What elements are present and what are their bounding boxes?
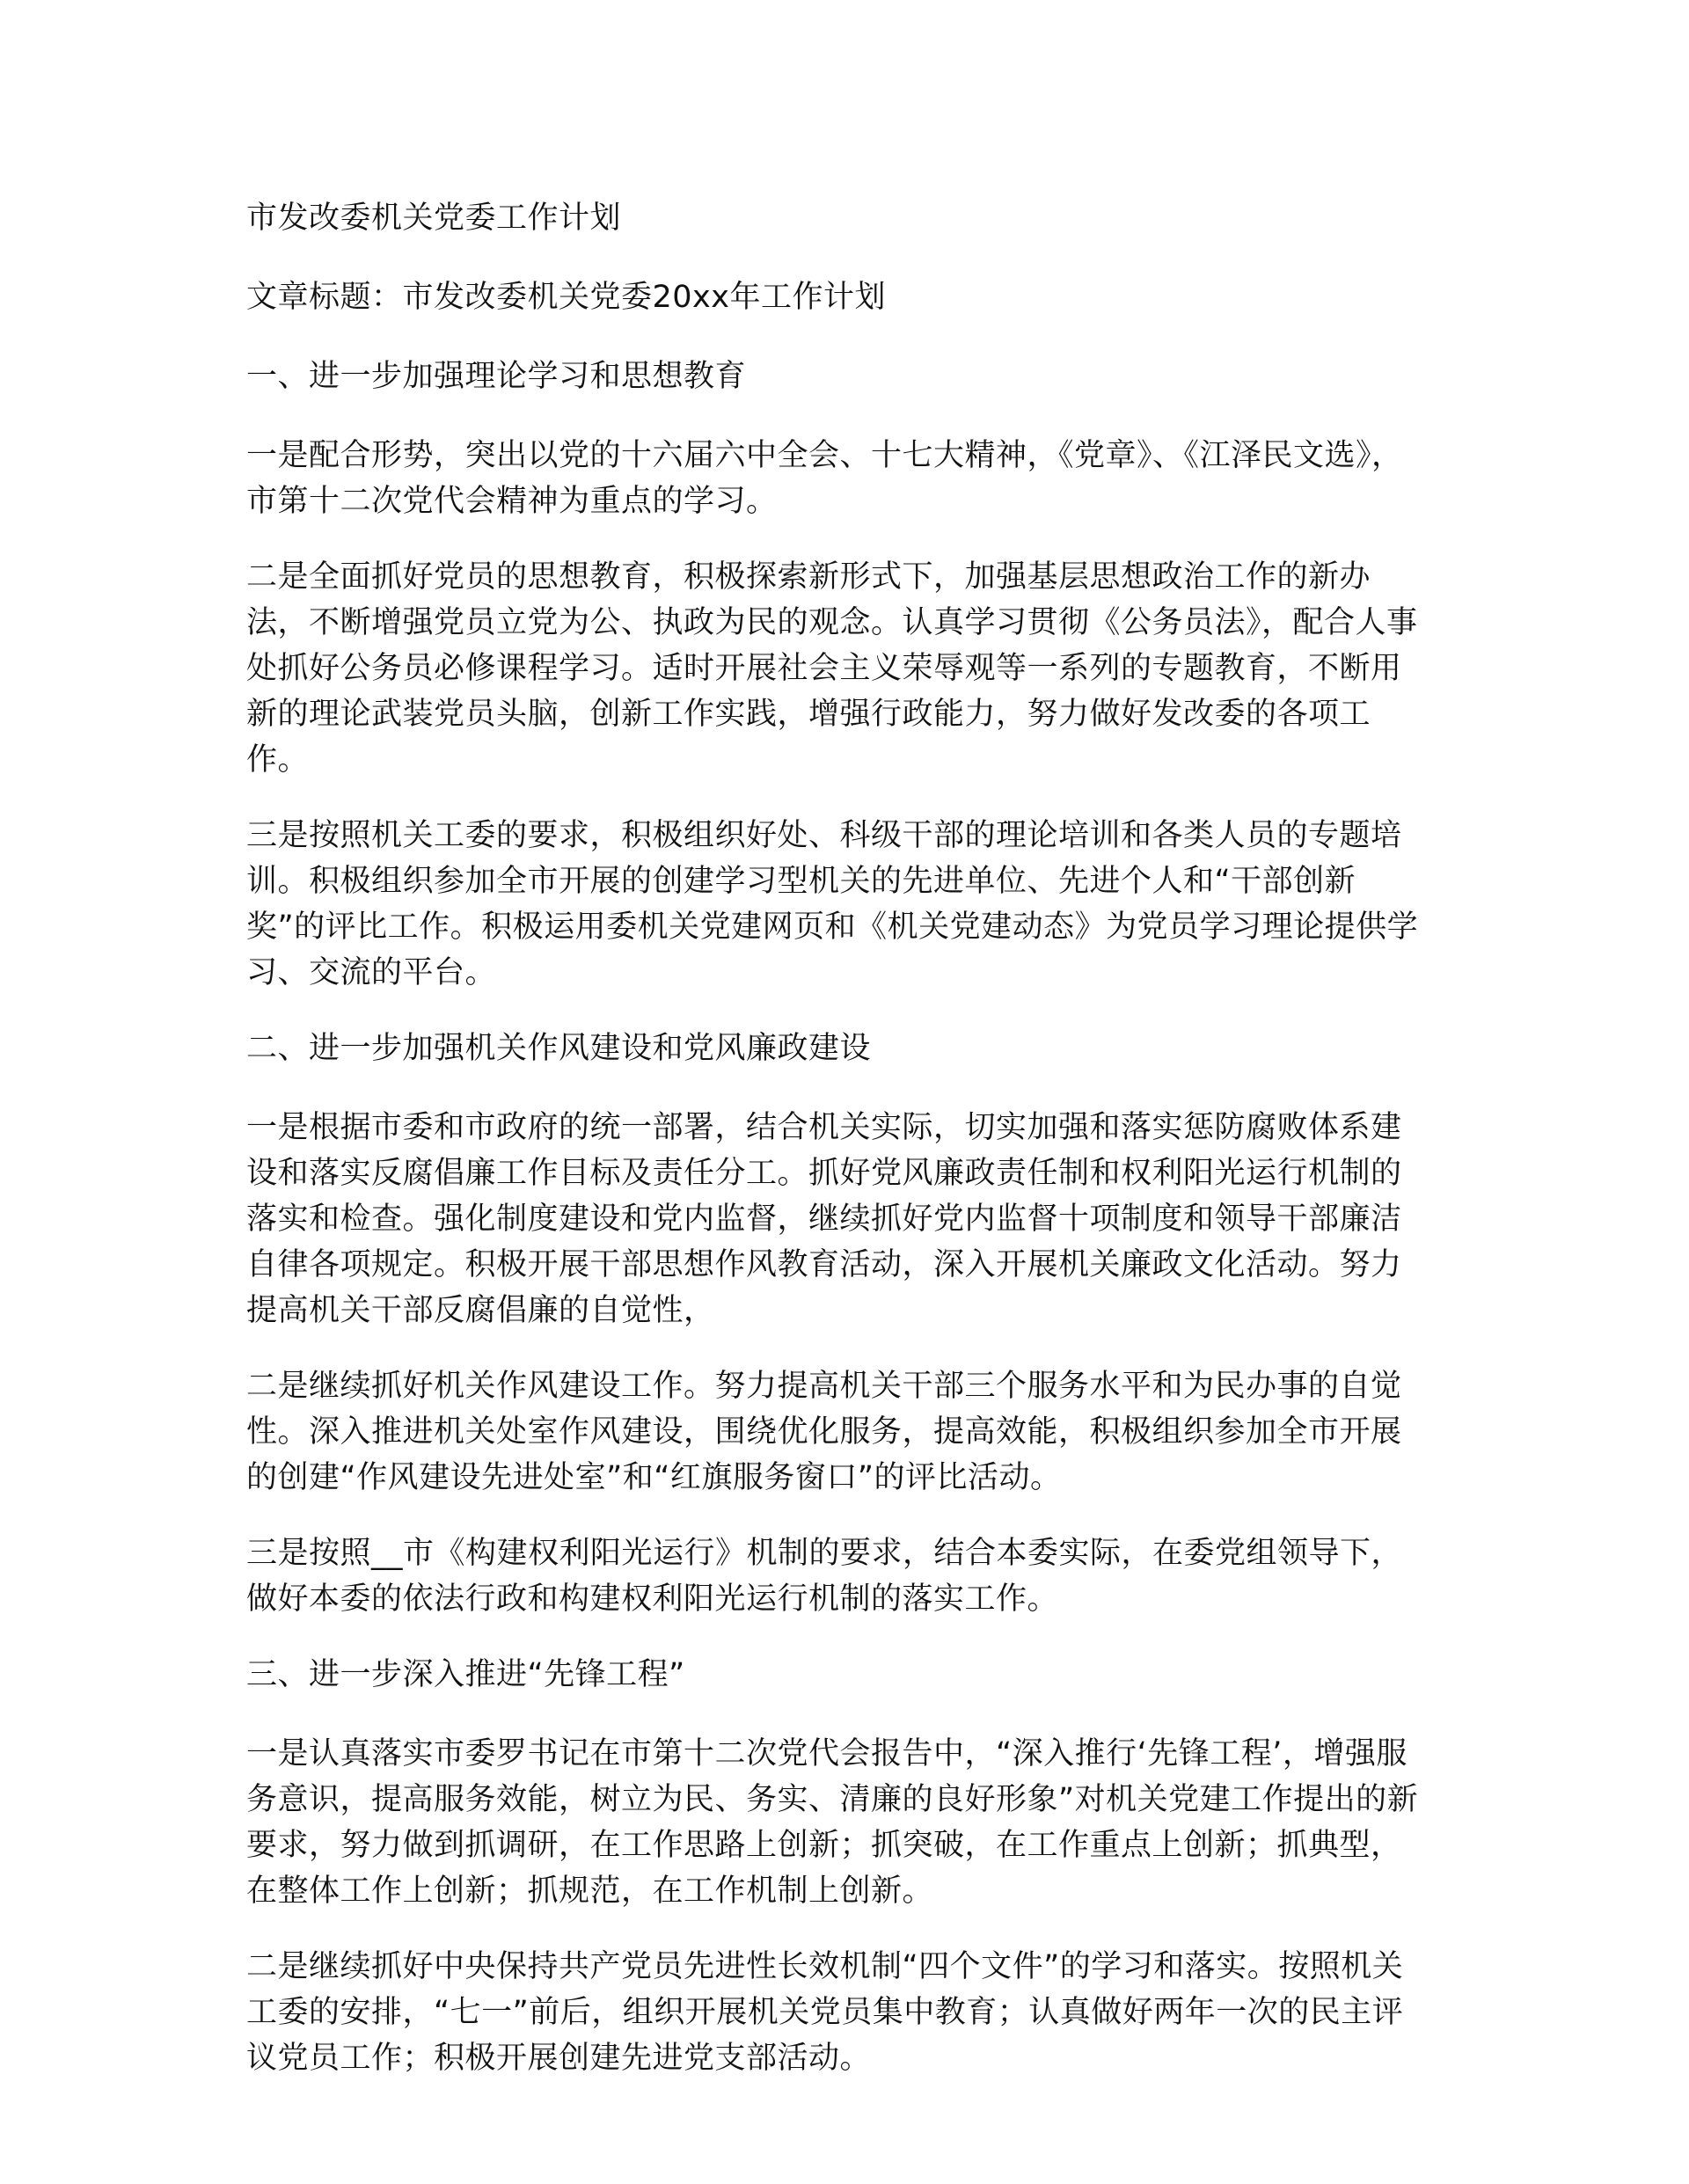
paragraph: 一是根据市委和市政府的统一部署，结合机关实际，切实加强和落实惩防腐败体系建设和落实反腐倡廉工作目标及责任分工。抓好党风廉政责任制和权利阳光运行机制的落实和检查。强化制度建设和党内监督，继续抓好党内监督十项制度和领导干部廉洁自律各项规定。积极开展干部思想作风教育活动，深入开展机关廉政文化活动。努力提高机关干部反腐倡廉的自觉性， xyxy=(246,1110,1402,1328)
document-title: 市发改委机关党委工作计划 xyxy=(246,201,622,236)
paragraph: 二是继续抓好机关作风建设工作。努力提高机关干部三个服务水平和为民办事的自觉性。深入推进机关处室作风建设，围绕优化服务，提高效能，积极组织参加全市开展的创建“作风建设先进处室”和“红旗服务窗口”的评比活动。 xyxy=(246,1369,1402,1495)
paragraph: 一是配合形势，突出以党的十六届六中全会、十七大精神，《党章》、《江泽民文选》，市第十二次党代会精神为重点的学习。 xyxy=(246,438,1403,519)
paragraph: 三是按照__市《构建权利阳光运行》机制的要求，结合本委实际，在委党组领导下，做好本委的依法行政和构建权利阳光运行机制的落实工作。 xyxy=(246,1536,1403,1617)
paragraph: 一是认真落实市委罗书记在市第十二次党代会报告中，“深入推行‘先锋工程’，增强服务意识，提高服务效能，树立为民、务实、清廉的良好形象”对机关党建工作提出的新要求，努力做到抓调研，在工作思路上创新；抓突破，在工作重点上创新；抓典型，在整体工作上创新；抓规范，在工作机制上创新。 xyxy=(246,1736,1419,1909)
section-heading: 二、进一步加强机关作风建设和党风廉政建设 xyxy=(246,1031,872,1066)
paragraph: 二是继续抓好中央保持共产党员先进性长效机制“四个文件”的学习和落实。按照机关工委的安排，“七一”前后，组织开展机关党员集中教育；认真做好两年一次的民主评议党员工作；积极开展创建先进党支部活动。 xyxy=(246,1949,1404,2076)
section-2 xyxy=(246,1026,1425,1622)
section-heading: 三、进一步深入推进“先锋工程” xyxy=(246,1657,685,1692)
section-1 xyxy=(246,354,1425,996)
paragraph: 三是按照机关工委的要求，积极组织好处、科级干部的理论培训和各类人员的专题培训。积极组织参加全市开展的创建学习型机关的先进单位、先进个人和“干部创新奖”的评比工作。积极运用委机关党建网页和《机关党建动态》为党员学习理论提供学习、交流的平台。 xyxy=(246,818,1419,990)
document-page xyxy=(246,195,1425,2111)
document-subtitle: 文章标题：市发改委机关党委20xx年工作计划 xyxy=(246,280,886,315)
paragraph: 二是全面抓好党员的思想教育，积极探索新形式下，加强基层思想政治工作的新办法，不断增强党员立党为公、执政为民的观念。认真学习贯彻《公务员法》，配合人事处抓好公务员必修课程学习。适时开展社会主义荣辱观等一系列的专题教育，不断用新的理论武装党员头脑，创新工作实践，增强行政能力，努力做好发改委的各项工作。 xyxy=(246,559,1418,778)
section-heading: 一、进一步加强理论学习和思想教育 xyxy=(246,359,747,394)
section-3 xyxy=(246,1652,1425,2081)
